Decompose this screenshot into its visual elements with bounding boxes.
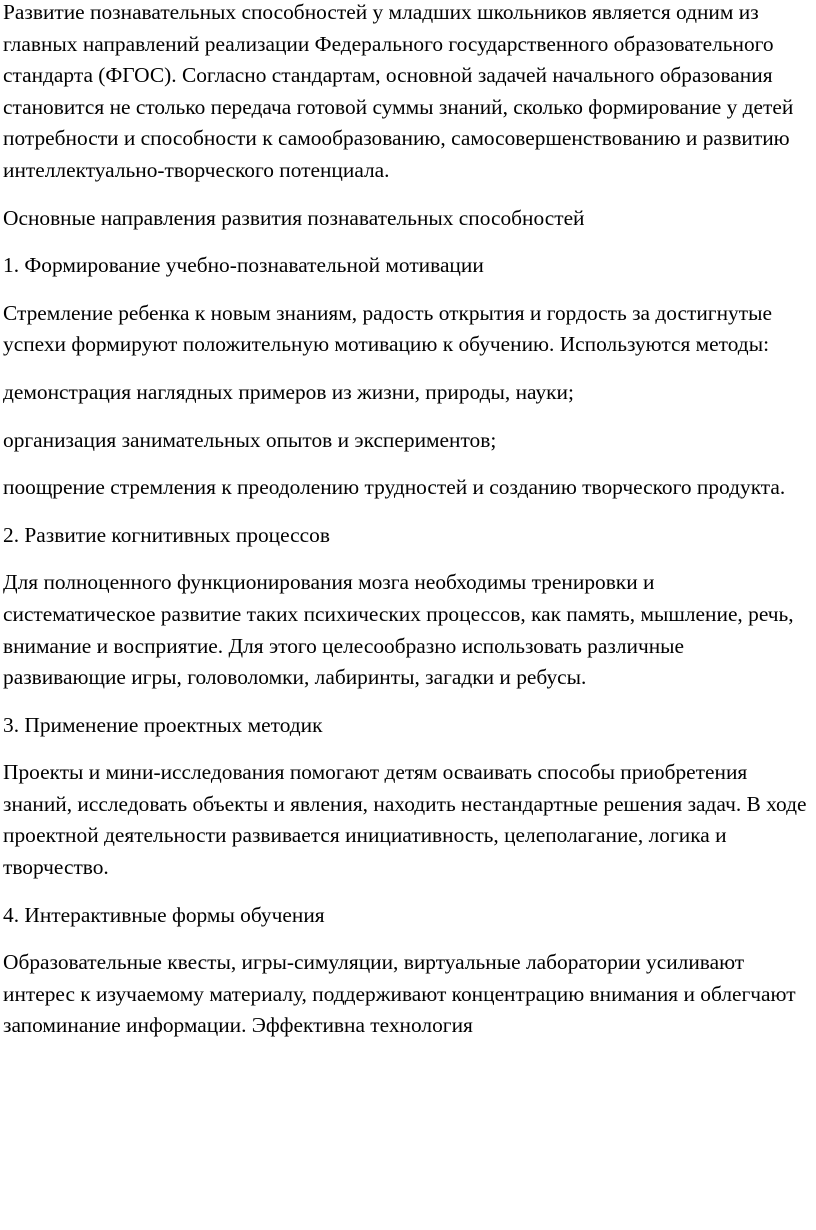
method-1: демонстрация наглядных примеров из жизни, природы, науки; [3, 379, 574, 404]
item-1-paragraph: Стремление ребенка к новым знаниям, радость открытия и гордость за достигнутые успехи формируют положительную мотивацию к обучению. Используются методы: [3, 300, 772, 357]
item-heading-3: 3. Применение проектных методик [3, 712, 323, 737]
item-2-paragraph: Для полноценного функционирования мозга необходимы тренировки и систематическое развитие таких психических процессов, как память, мышление, речь, внимание и восприятие. Для этого целесообразно использовать различные развивающие игры, головоломки, лабиринты, загадки и ребусы. [3, 570, 794, 690]
item-heading-4: 4. Интерактивные формы обучения [3, 902, 325, 927]
item-heading-1: 1. Формирование учебно-познавательной мотивации [3, 253, 484, 278]
section-heading: Основные направления развития познавательных способностей [3, 205, 585, 230]
item-3-paragraph: Проекты и мини-исследования помогают детям осваивать способы приобретения знаний, исследовать объекты и явления, находить нестандартные решения задач. В ходе проектной деятельности развивается инициативность, целеполагание, логика и творчество. [3, 760, 807, 880]
item-4-paragraph: Образовательные квесты, игры-симуляции, виртуальные лаборатории усиливают интерес к изучаемому материалу, поддерживают концентрацию внимания и облегчают запоминание информации. Эффективна технология [3, 950, 796, 1038]
method-2: организация занимательных опытов и экспериментов; [3, 427, 497, 452]
intro-paragraph: Развитие познавательных способностей у младших школьников является одним из главных направлений реализации Федерального государственного образовательного стандарта (ФГОС). Согласно стандартам, основной задачей начального образования становится не столько передача готовой суммы знаний, сколько формирование у детей потребности и способности к самообразованию, самосовершенствованию и развитию интеллектуально-творческого потенциала. [3, 0, 794, 182]
method-3: поощрение стремления к преодолению трудностей и созданию творческого продукта. [3, 475, 786, 500]
item-heading-2: 2. Развитие когнитивных процессов [3, 522, 330, 547]
